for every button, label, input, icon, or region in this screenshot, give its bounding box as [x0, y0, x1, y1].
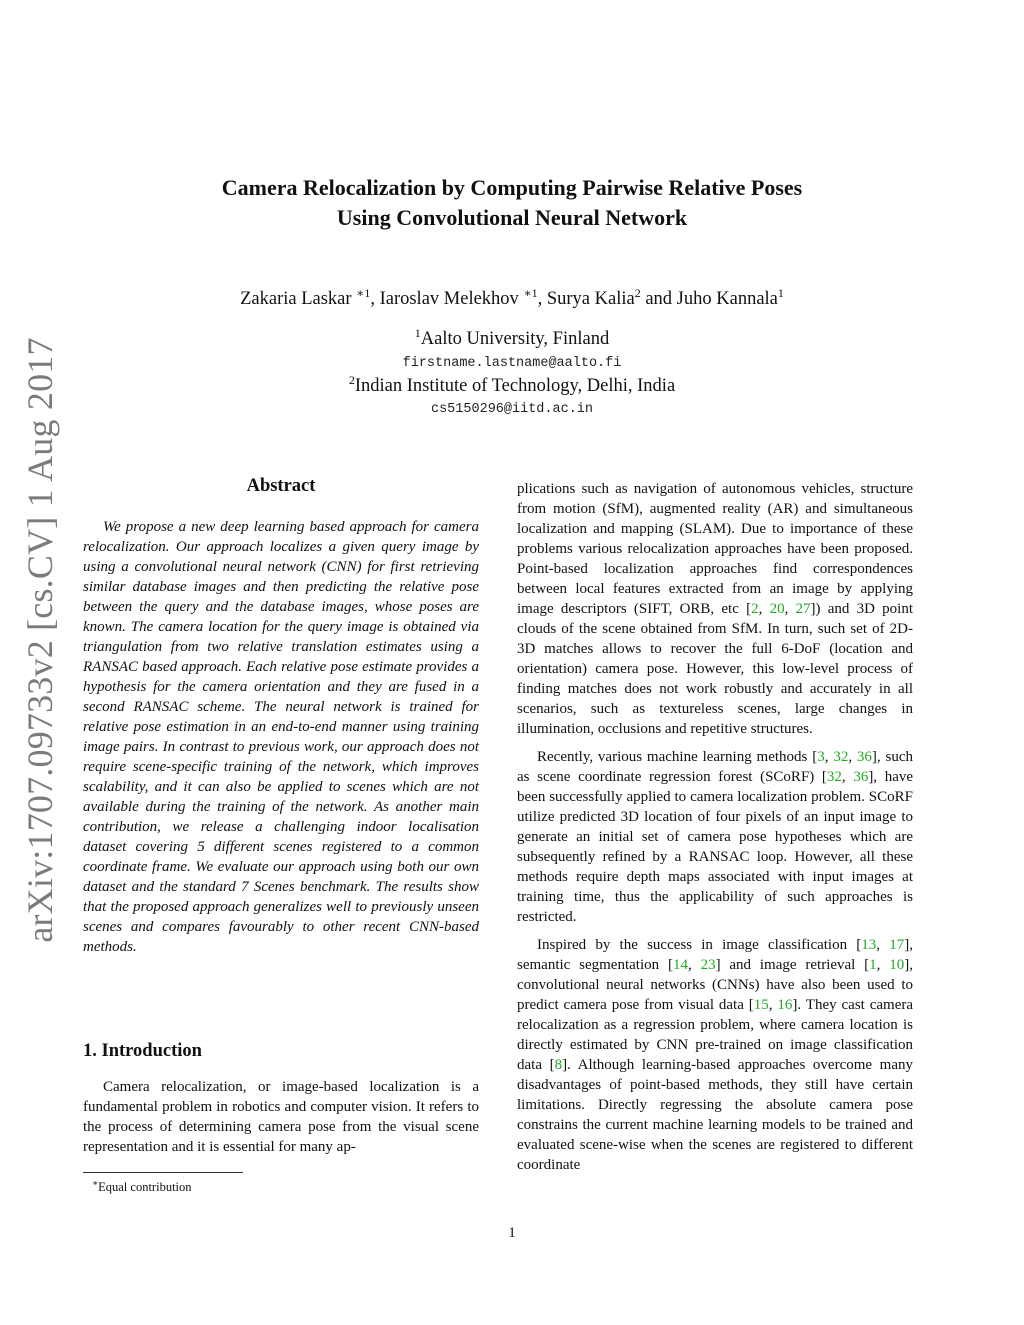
- citation-link[interactable]: 15: [753, 997, 769, 1013]
- author-name: Surya Kalia: [546, 289, 635, 309]
- text-run: Recently, various machine learning methods [: [537, 749, 818, 765]
- citation-link[interactable]: 27: [795, 601, 811, 617]
- paragraph-continued: [517, 479, 913, 739]
- email-2: cs5150296@iitd.ac.in: [430, 402, 594, 417]
- citation-link[interactable]: 20: [769, 601, 785, 617]
- footnote-mark: ∗: [92, 1178, 99, 1188]
- citation-separator: ,: [758, 601, 770, 617]
- citation-link[interactable]: 1: [869, 957, 877, 973]
- citation-link[interactable]: 32: [833, 749, 849, 765]
- citation-link[interactable]: 13: [861, 937, 877, 953]
- author-name: Juho Kannala: [676, 289, 778, 309]
- text-run: ], such as scene coordinate regression forest (SCoRF) [: [517, 749, 914, 785]
- citation-link[interactable]: 36: [856, 749, 872, 765]
- email-1: firstname.lastname@aalto.fi: [402, 356, 622, 371]
- text-run: ], convolutional neural networks (CNNs) have also been used to predict camera pose from visual data [: [517, 957, 914, 1013]
- affiliation-mark: 1: [414, 326, 421, 340]
- affiliation-2: [0, 373, 1024, 397]
- affiliation-name: Indian Institute of Technology, Delhi, India: [354, 376, 676, 396]
- citation-link[interactable]: 23: [700, 957, 716, 973]
- citation-link[interactable]: 16: [777, 997, 793, 1013]
- introduction-heading: 1. Introduction: [83, 1041, 202, 1061]
- citation-separator: ,: [848, 749, 857, 765]
- citation-link[interactable]: 3: [817, 749, 825, 765]
- citation-separator: ,: [687, 957, 701, 973]
- introduction-paragraph: Camera relocalization, or image-based localization is a fundamental problem in robotics and computer vision. It refers to the process of determining camera pose from the visual scene representation and it is essential for many ap-: [83, 1079, 479, 1155]
- author-mark: 2: [634, 286, 641, 300]
- title-line-2: Using Convolutional Neural Network: [336, 205, 688, 230]
- text-run: ]. Although learning-based approaches overcome many disadvantages of point-based methods, they still have certain limitations. Directly regressing the absolute camera pose constrains the current machine learning models to be trained and evaluated scene-wise when the scenes are registered to different coordinate: [517, 1057, 913, 1173]
- footnote-divider: [83, 1172, 243, 1173]
- citation-link[interactable]: 2: [751, 601, 759, 617]
- arxiv-identifier: arXiv:1707.09733v2 [cs.CV] 1 Aug 2017: [20, 337, 60, 943]
- citation-link[interactable]: 8: [554, 1057, 563, 1073]
- left-column: [83, 476, 479, 957]
- paper-title: [0, 173, 1024, 233]
- citation-separator: ,: [876, 937, 890, 953]
- right-column: [517, 479, 913, 1175]
- abstract-text: We propose a new deep learning based approach for camera relocalization. Our approach localizes a given query image by using a convolutional neural network (CNN) for first retrieving similar database images and then predicting the relative pose between the query and the database images, whose poses are known. The camera location for the query image is obtained via triangulation from two relative translation estimates using a RANSAC based approach. Each relative pose estimate provides a hypothesis for the camera orientation and they are fused in a second RANSAC scheme. The neural network is trained for relative pose estimation in an end-to-end manner using training image pairs. In contrast to previous work, our approach does not require scene-specific training of the network, which improves scalability, and it can also be applied to scenes which are not available during the training of the network. As another main contribution, we release a challenging indoor localisation dataset covering 5 different scenes registered to a common coordinate frame. We evaluate our approach using both our own dataset and the standard 7 Scenes benchmark. The results show that the proposed approach generalizes well to previously unseen scenes and compares favourably to other recent CNN-based methods.: [83, 519, 479, 955]
- paragraph-recent-methods: [517, 747, 913, 927]
- text-run: ]. They cast camera relocalization as a regression problem, where camera location is directly estimated by CNN pre-trained on image classification data [: [517, 997, 914, 1073]
- citation-separator: ,: [876, 957, 890, 973]
- abstract-heading: Abstract: [246, 476, 316, 496]
- author-mark: ∗1: [356, 286, 371, 300]
- citation-separator: ,: [824, 749, 834, 765]
- author-separator: ,: [370, 289, 380, 309]
- citation-separator: ,: [784, 601, 796, 617]
- affiliation-1: [0, 326, 1024, 350]
- citation-separator: ,: [768, 997, 778, 1013]
- citation-link[interactable]: 32: [826, 769, 842, 785]
- author-name: Zakaria Laskar: [240, 289, 357, 309]
- author-mark: ∗1: [523, 286, 538, 300]
- text-run: ], have been successfully applied to camera localization problem. SCoRF utilize predicted 3D location of four pixels of an input image to generate an initial set of camera pose hypotheses which are subsequently refined by a RANSAC loop. However, all these methods require depth maps associated with input images at training time, thus the applicability of such approaches is restricted.: [517, 769, 914, 925]
- author-mark: 1: [777, 286, 784, 300]
- citation-link[interactable]: 14: [672, 957, 688, 973]
- arxiv-sidebar: [0, 337, 80, 943]
- page-number: 1: [508, 1225, 516, 1241]
- text-run: ], semantic segmentation [: [517, 937, 913, 973]
- citation-link[interactable]: 10: [889, 957, 905, 973]
- affiliation-name: Aalto University, Finland: [420, 329, 610, 349]
- author-list: [0, 286, 1024, 310]
- text-run: ] and image retrieval [: [715, 957, 870, 973]
- text-run: ]) and 3D point clouds of the scene obtained from SfM. In turn, such set of 2D-3D matches allows to recover the full 6-DoF (location and orientation) camera pose. However, this low-level process of finding matches does not work robustly and accurately in all scenarios, such as textureless scenes, large changes in illumination, occlusions and repetitive structures.: [517, 601, 913, 737]
- footnote-text: Equal contribution: [98, 1180, 192, 1195]
- author-separator: ,: [537, 289, 547, 309]
- text-run: Inspired by the success in image classification [: [537, 937, 862, 953]
- paragraph-cnn-approaches: [517, 935, 913, 1175]
- title-line-1: Camera Relocalization by Computing Pairwise Relative Poses: [221, 175, 803, 200]
- introduction-section: [83, 1041, 479, 1157]
- text-run: plications such as navigation of autonomous vehicles, structure from motion (SfM), augmented reality (AR) and simultaneous localization and mapping (SLAM). Due to importance of these problems various relocalization approaches have been proposed. Point-based localization approaches find correspondences between local features extracted from an image by applying image descriptors (SIFT, ORB, etc [: [517, 481, 913, 617]
- author-separator: and: [640, 289, 677, 309]
- footnote: [92, 1178, 192, 1195]
- citation-separator: ,: [841, 769, 854, 785]
- author-name: Iaroslav Melekhov: [379, 289, 524, 309]
- affiliation-mark: 2: [348, 373, 355, 387]
- citation-link[interactable]: 36: [853, 769, 869, 785]
- citation-link[interactable]: 17: [889, 937, 905, 953]
